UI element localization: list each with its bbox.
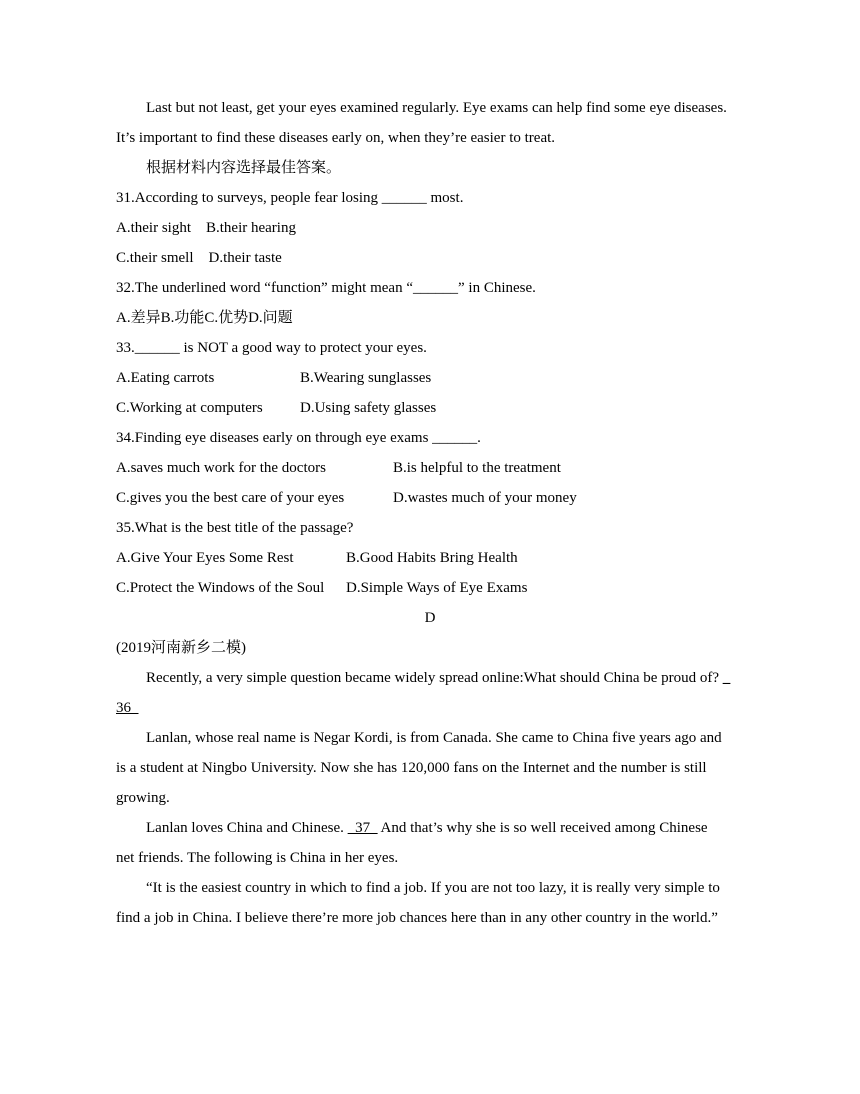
option-d: D.Simple Ways of Eye Exams — [346, 580, 528, 596]
option-a: A.their sight — [116, 220, 191, 236]
option-b: B.Good Habits Bring Health — [346, 550, 518, 566]
question-34-options-row-1 — [116, 453, 756, 483]
paragraph-text: Recently, a very simple question became widely spread online:What should China be proud of? — [146, 670, 723, 686]
question-31-options-row-1 — [116, 213, 296, 243]
option-d: D.wastes much of your money — [393, 490, 577, 506]
passage-d-paragraph-line: is a student at Ningbo University. Now she has 120,000 fans on the Internet and the number is still — [116, 760, 707, 776]
passage-paragraph-line: It’s important to find these diseases early on, when they’re easier to treat. — [116, 130, 556, 146]
passage-d-paragraph-line: “It is the easiest country in which to find a job. If you are not too lazy, it is really very simple to — [146, 880, 720, 896]
option-c: C.gives you the best care of your eyes — [116, 490, 345, 506]
instruction-text: 根据材料内容选择最佳答案。 — [146, 160, 342, 176]
question-35-options-row-2 — [116, 573, 756, 603]
question-34-options-row-2 — [116, 483, 756, 513]
section-label: D — [424, 610, 436, 626]
question-33-stem: 33.______ is NOT a good way to protect your eyes. — [116, 340, 427, 356]
option-c: C.Protect the Windows of the Soul — [116, 580, 325, 596]
option-c: C.their smell — [116, 250, 194, 266]
option-d: D.Using safety glasses — [300, 400, 437, 416]
option-b: B.Wearing sunglasses — [300, 370, 432, 386]
question-33-options-row-1 — [116, 363, 716, 393]
passage-d-paragraph-3 — [146, 813, 708, 843]
option-c: C.Working at computers — [116, 400, 263, 416]
passage-d-paragraph-line: growing. — [116, 790, 170, 806]
question-33-options-row-2 — [116, 393, 716, 423]
option-a: A.Eating carrots — [116, 370, 215, 386]
paragraph-text: And that’s why she is so well received among Chinese — [377, 820, 708, 836]
option-d: D.their taste — [208, 250, 282, 266]
option-a: A.Give Your Eyes Some Rest — [116, 550, 294, 566]
question-32-stem: 32.The underlined word “function” might mean “______” in Chinese. — [116, 280, 536, 296]
question-34-stem: 34.Finding eye diseases early on through eye exams ______. — [116, 430, 481, 446]
blank-36 — [116, 693, 139, 723]
question-32-options: A.差异B.功能C.优势D.问题 — [116, 310, 293, 326]
blank-number-36: 36 — [116, 700, 139, 716]
passage-d-paragraph-1 — [146, 663, 730, 693]
option-a: A.saves much work for the doctors — [116, 460, 326, 476]
paragraph-text: Lanlan loves China and Chinese. — [146, 820, 348, 836]
question-35-stem: 35.What is the best title of the passage? — [116, 520, 354, 536]
question-31-options-row-2 — [116, 243, 282, 273]
source-note: (2019河南新乡二模) — [116, 640, 246, 656]
passage-d-paragraph-line: Lanlan, whose real name is Negar Kordi, is from Canada. She came to China five years ago and — [146, 730, 722, 746]
passage-d-paragraph-line: net friends. The following is China in her eyes. — [116, 850, 399, 866]
passage-paragraph-line: Last but not least, get your eyes examined regularly. Eye exams can help find some eye diseases. — [146, 100, 727, 116]
question-35-options-row-1 — [116, 543, 756, 573]
option-b: B.is helpful to the treatment — [393, 460, 561, 476]
question-31-stem: 31.According to surveys, people fear losing ______ most. — [116, 190, 464, 206]
blank-underline: _ — [722, 670, 731, 686]
option-b: B.their hearing — [206, 220, 296, 236]
blank-number-37: 37 — [347, 820, 378, 836]
passage-d-paragraph-line: find a job in China. I believe there’re more job chances here than in any other country in the world.” — [116, 910, 718, 926]
